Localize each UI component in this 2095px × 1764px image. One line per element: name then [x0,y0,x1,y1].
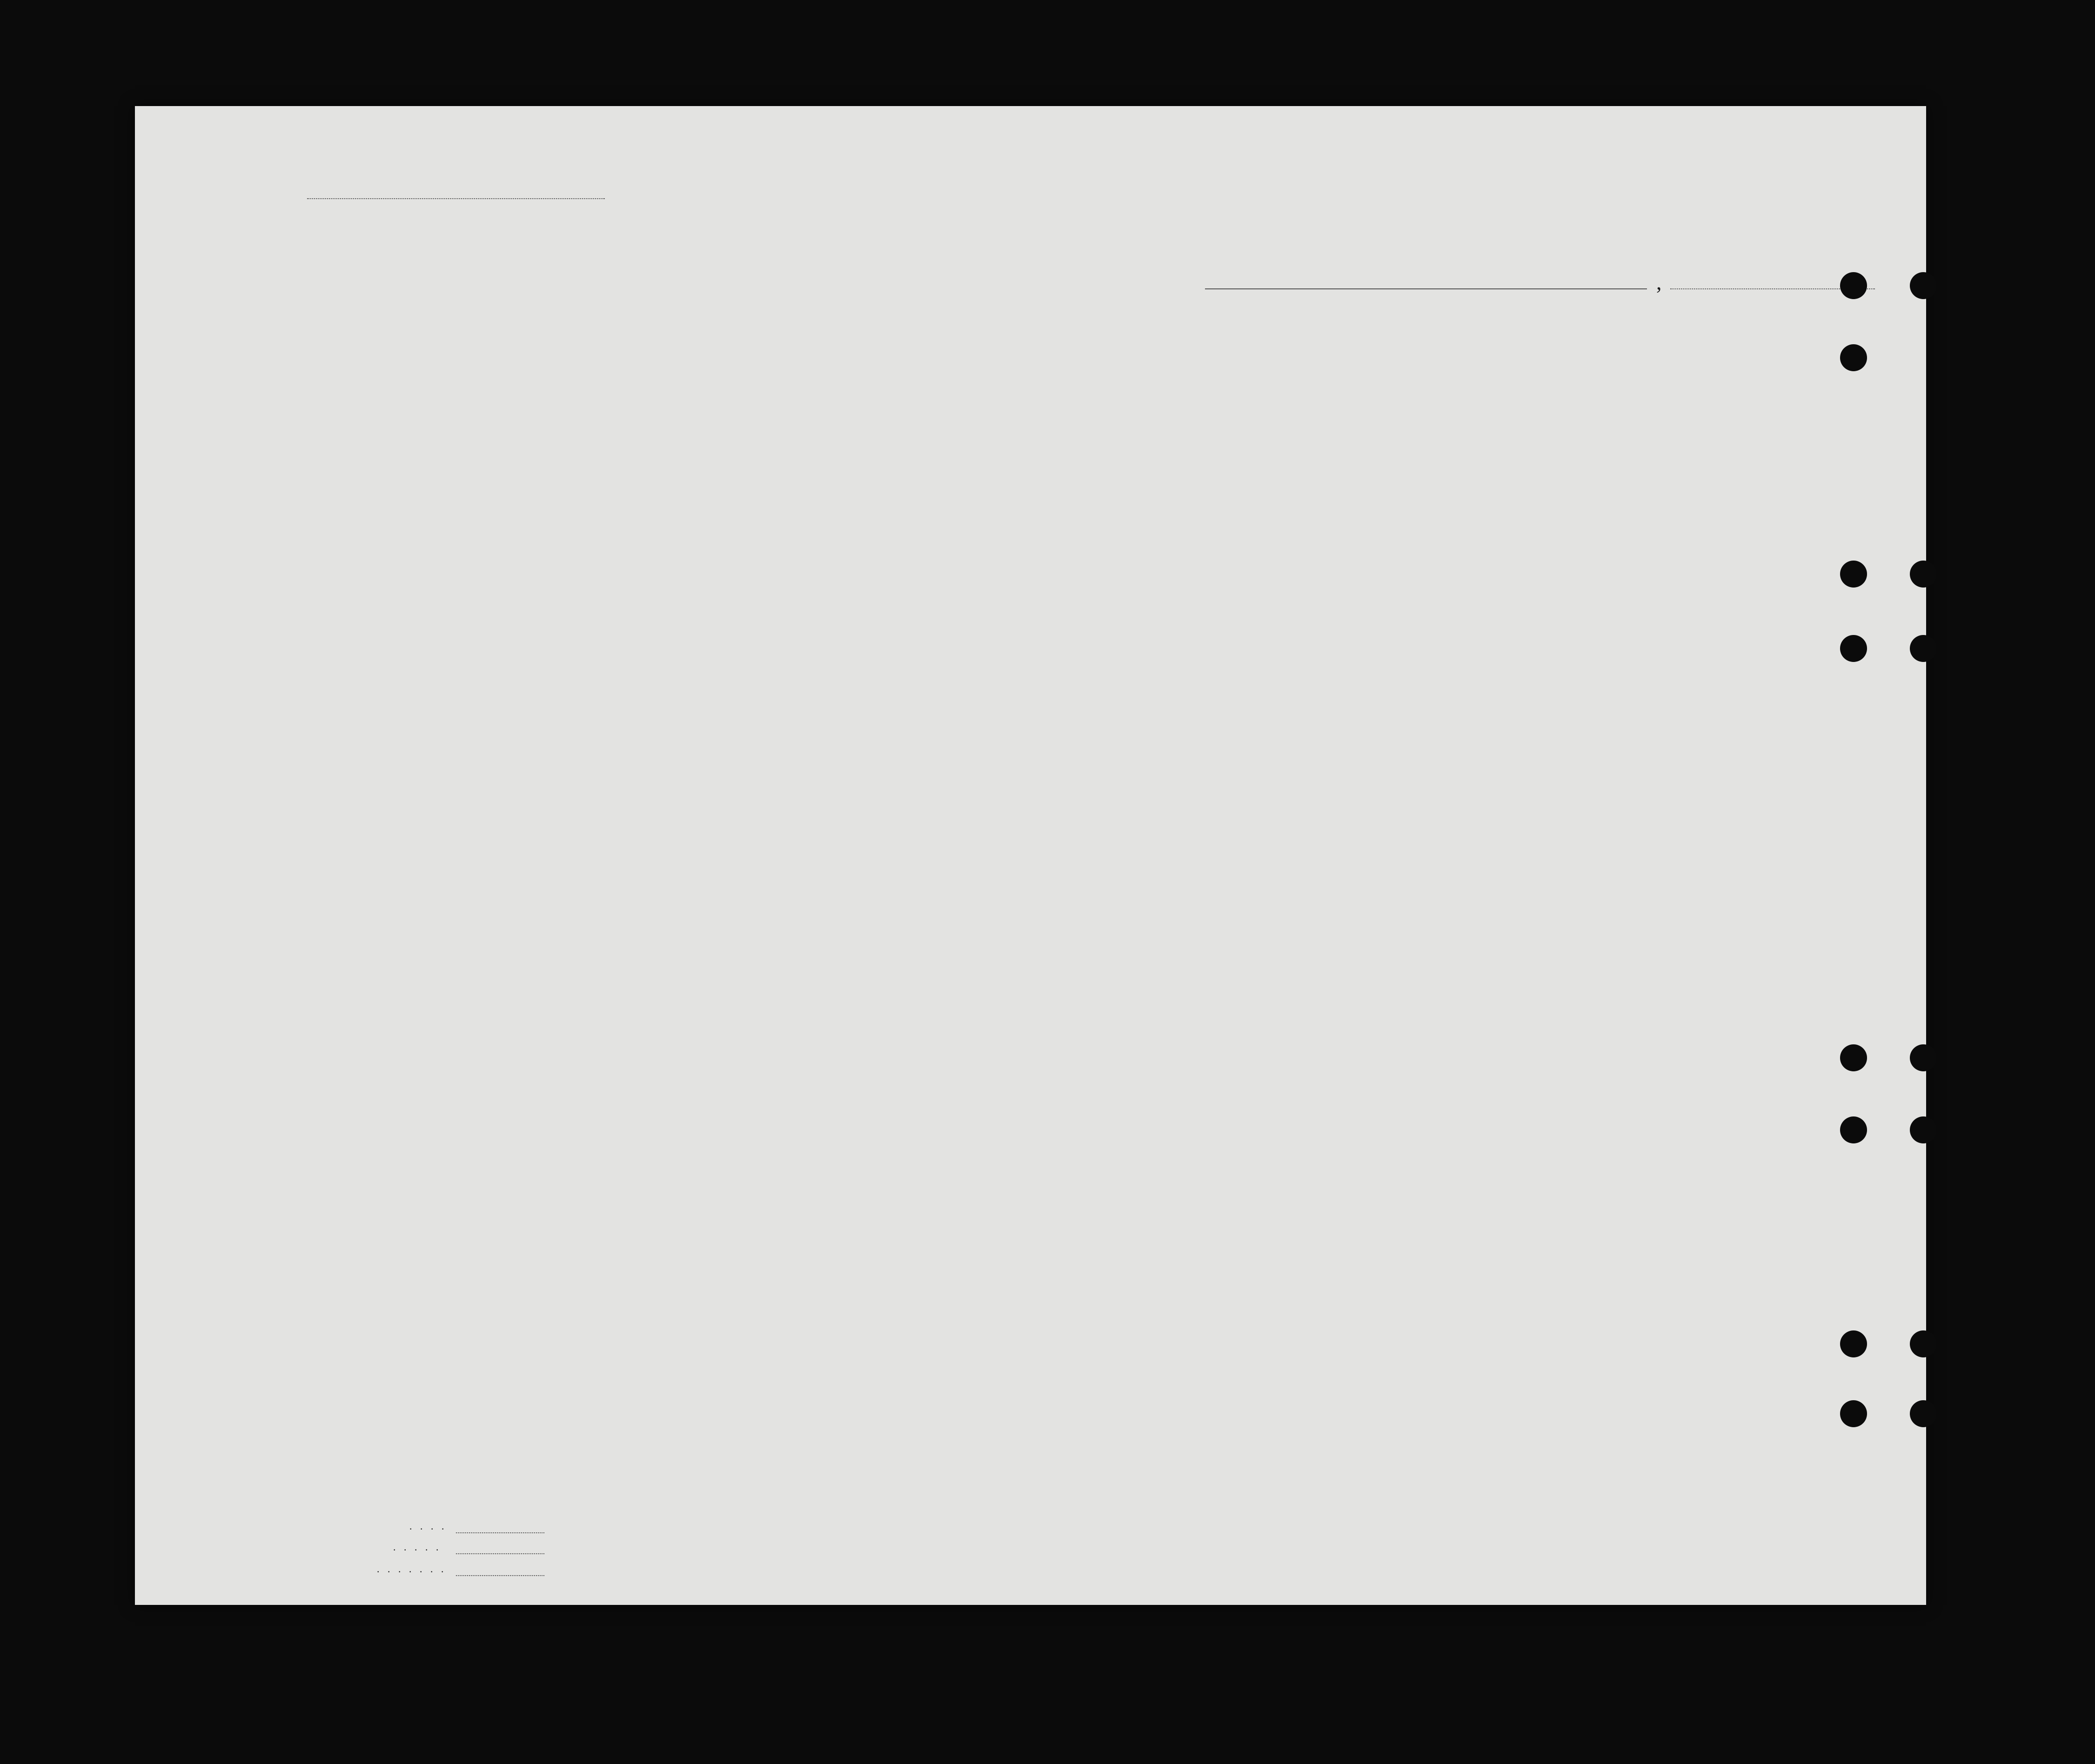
binder-hole [1910,1044,1937,1071]
binder-hole [1840,1400,1867,1427]
total-dots: . . . . [409,1520,447,1532]
binder-hole [1840,1116,1867,1143]
binder-hole [1840,272,1867,299]
list-underline [307,198,605,199]
binder-hole [1840,1044,1867,1071]
manifest-sheet [135,106,1926,1605]
binder-hole [1840,1330,1867,1357]
binder-hole [1910,1330,1937,1357]
sailing-comma: , [1656,270,1662,294]
binder-hole [1910,1400,1937,1427]
binder-hole [1840,561,1867,588]
binder-hole [1840,344,1867,371]
binder-hole [1840,635,1867,662]
binder-hole [1910,1116,1937,1143]
aliens-dots: . . . . . . . [377,1563,447,1575]
sailing-underline [1205,288,1647,289]
binder-hole [1910,561,1937,588]
binder-hole [1910,272,1937,299]
citizens-underline [456,1553,544,1554]
citizens-dots: . . . . . [393,1541,442,1553]
total-underline [456,1532,544,1533]
binder-hole [1910,635,1937,662]
table-grid [135,106,1926,1605]
aliens-underline [456,1575,544,1576]
